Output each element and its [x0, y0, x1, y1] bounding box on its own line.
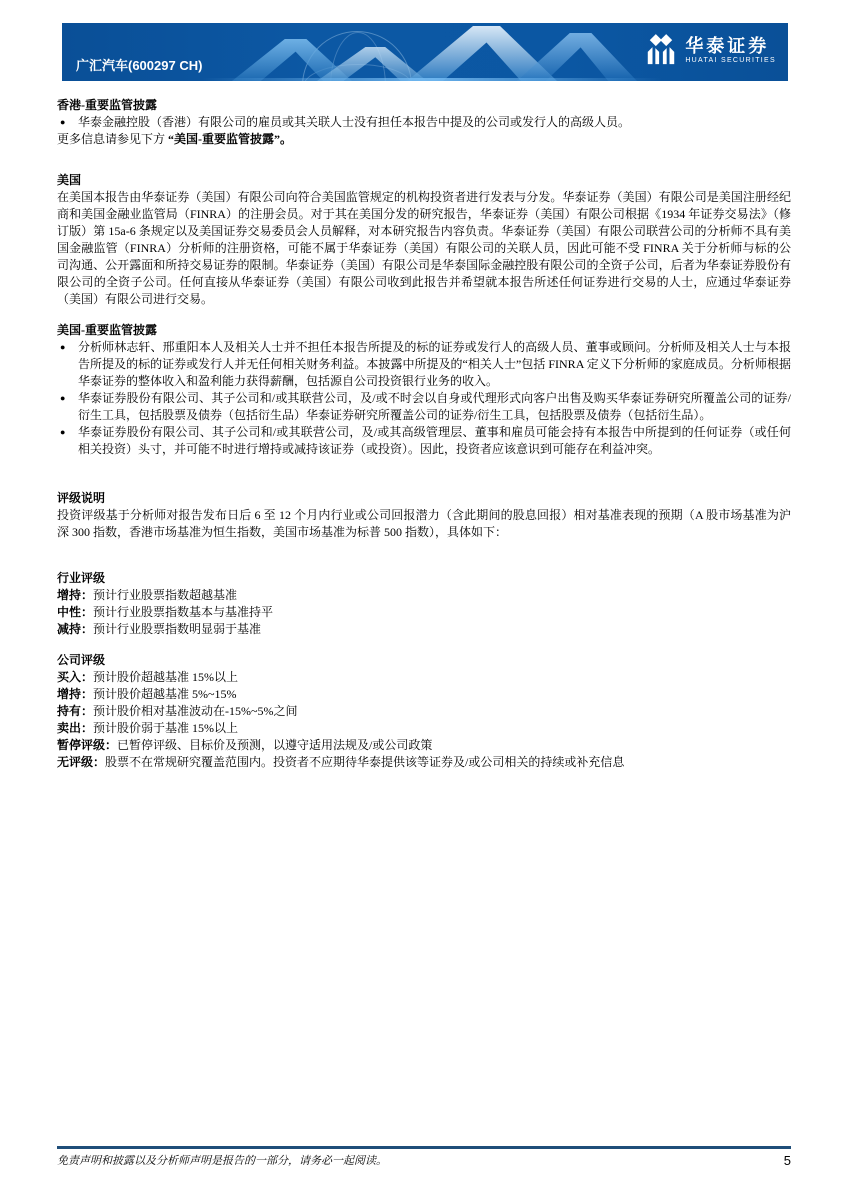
chevron-decoration — [407, 26, 557, 81]
bullet-icon: ● — [60, 393, 66, 403]
stock-title: 广汇汽车(600297 CH) — [76, 58, 203, 73]
rating-term: 卖出： — [57, 721, 94, 735]
company-rating-item — [57, 669, 791, 686]
company-rating-item — [57, 737, 791, 754]
section-rating-notes — [57, 490, 791, 541]
company-rating-item — [57, 703, 791, 720]
footer — [57, 1153, 791, 1169]
section-industry-rating — [57, 570, 791, 638]
logo-en-text: HUATAI SECURITIES — [685, 56, 776, 64]
hk-more-info-line — [57, 131, 791, 148]
us-disclosure-bullet — [57, 390, 791, 424]
section-us-disclosure — [57, 322, 791, 458]
logo-cn-text: 华泰证券 — [685, 35, 770, 56]
bullet-icon: ● — [60, 117, 66, 127]
us-disclosure-bullet-text: 华泰证券股份有限公司、其子公司和/或其联营公司，及/或不时会以自身或代理形式向客户出售及购买华泰证券研究所覆盖公司的证券/衍生工具，包括股票及债券（包括衍生品）华泰证券研究所覆盖公司的证券/衍生工具，包括股票及债券（包括衍生品）。 — [78, 391, 791, 422]
section-company-rating — [57, 652, 791, 771]
industry-rating-heading: 行业评级 — [57, 571, 106, 585]
hk-disclosure-heading: 香港-重要监管披露 — [57, 98, 157, 112]
logo-text — [685, 36, 776, 65]
rating-desc: 股票不在常规研究覆盖范围内。投资者不应期待华泰提供该等证券及/或公司相关的持续或补充信息 — [105, 755, 625, 769]
hk-more-info-prefix: 更多信息请参见下方 — [57, 132, 169, 146]
footer-divider — [57, 1146, 791, 1149]
bullet-icon: ● — [60, 427, 66, 437]
rating-term: 减持： — [57, 622, 94, 636]
disclosure-content — [57, 95, 791, 771]
us-paragraph: 在美国本报告由华泰证券（美国）有限公司向符合美国监管规定的机构投资者进行发表与分发。华泰证券（美国）有限公司是美国注册经纪商和美国金融业监管局（FINRA）的注册会员。对于其在美国分发的研究报告，华泰证券（美国）有限公司根据《1934 年证券交易法》（修订版）第 15a-6 条规定以及美国证券交易委员会人员解释，对本研究报告内容负责。华泰证券（美国）有限公司联营公司的分析师不具有美国金融监管（FINRA）分析师的注册资格，可能不属于华泰证券（美国）有限公司的关联人员，因此可能不受 FINRA 关于分析师与标的公司沟通、公开露面和所持交易证券的限制。华泰证券（美国）有限公司是华泰国际金融控股有限公司的全资子公司，后者为华泰证券股份有限公司的全资子公司。任何直接从华泰证券（美国）有限公司收到此报告并希望就本报告所述任何证券进行交易的人士，应通过华泰证券（美国）有限公司进行交易。 — [57, 190, 791, 306]
chevron-decoration — [232, 39, 352, 81]
rating-desc: 预计股价超越基准 5%~15% — [93, 687, 237, 701]
rating-term: 买入： — [57, 670, 94, 684]
banner-glow-line — [202, 78, 662, 81]
page-number: 5 — [783, 1153, 791, 1168]
industry-rating-item — [57, 621, 791, 638]
rating-desc: 已暂停评级、目标价及预测，以遵守适用法规及/或公司政策 — [117, 738, 433, 752]
industry-rating-item — [57, 604, 791, 621]
industry-rating-item — [57, 587, 791, 604]
rating-desc: 预计股价相对基准波动在-15%~5%之间 — [93, 704, 298, 718]
rating-desc: 预计股价超越基准 15%以上 — [93, 670, 239, 684]
rating-term: 增持： — [57, 687, 94, 701]
rating-term: 无评级： — [57, 755, 106, 769]
rating-desc: 预计股价弱于基准 15%以上 — [93, 721, 239, 735]
us-disclosure-bullet-text: 分析师林志轩、邢重阳本人及相关人士并不担任本报告所提及的标的证券或发行人的高级人员、董事或顾问。分析师及相关人士与本报告所提及的标的证券或发行人并无任何相关财务利益。本披露中所提及的“相关人士”包括 FINRA 定义下分析师的家庭成员。分析师根据华泰证券的整体收入和盈利能力获得薪酬，包括源自公司投资银行业务的收入。 — [78, 340, 791, 388]
section-us — [57, 172, 791, 308]
rating-desc: 预计行业股票指数基本与基准持平 — [93, 605, 274, 619]
chevron-decoration — [517, 33, 637, 81]
rating-term: 暂停评级： — [57, 738, 118, 752]
huatai-logo-icon — [644, 33, 678, 67]
company-rating-item — [57, 720, 791, 737]
hk-disclosure-bullet — [57, 114, 791, 131]
bullet-icon: ● — [60, 342, 66, 352]
hk-more-info-reference: “美国-重要监管披露”。 — [168, 132, 293, 146]
huatai-logo — [644, 33, 776, 67]
rating-notes-paragraph: 投资评级基于分析师对报告发布日后 6 至 12 个月内行业或公司回报潜力（含此期间的股息回报）相对基准表现的预期（A 股市场基准为沪深 300 指数，香港市场基准为恒生指数，美国市场基准为标普 500 指数），具体如下： — [57, 508, 791, 539]
rating-term: 增持： — [57, 588, 94, 602]
rating-term: 中性： — [57, 605, 94, 619]
us-disclosure-heading: 美国-重要监管披露 — [57, 323, 157, 337]
company-rating-item — [57, 754, 791, 771]
us-disclosure-bullet — [57, 339, 791, 390]
rating-desc: 预计行业股票指数明显弱于基准 — [93, 622, 262, 636]
rating-notes-heading: 评级说明 — [57, 491, 106, 505]
us-disclosure-bullet-text: 华泰证券股份有限公司、其子公司和/或其联营公司，及/或其高级管理层、董事和雇员可能会持有本报告中所提到的任何证券（或任何相关投资）头寸，并可能不时进行增持或减持该证券（或投资）。因此，投资者应该意识到可能存在利益冲突。 — [78, 425, 791, 456]
company-rating-heading: 公司评级 — [57, 653, 106, 667]
hk-disclosure-bullet-text: 华泰金融控股（香港）有限公司的雇员或其关联人士没有担任本报告中提及的公司或发行人的高级人员。 — [78, 115, 631, 129]
header-banner — [62, 23, 788, 81]
rating-desc: 预计行业股票指数超越基准 — [93, 588, 238, 602]
rating-term: 持有： — [57, 704, 94, 718]
us-heading: 美国 — [57, 173, 82, 187]
globe-wireframe-decoration — [302, 31, 412, 81]
company-rating-item — [57, 686, 791, 703]
us-disclosure-bullet — [57, 424, 791, 458]
footer-disclaimer: 免责声明和披露以及分析师声明是报告的一部分，请务必一起阅读。 — [57, 1155, 387, 1167]
section-hk-disclosure — [57, 97, 791, 148]
chevron-decoration — [317, 47, 427, 81]
